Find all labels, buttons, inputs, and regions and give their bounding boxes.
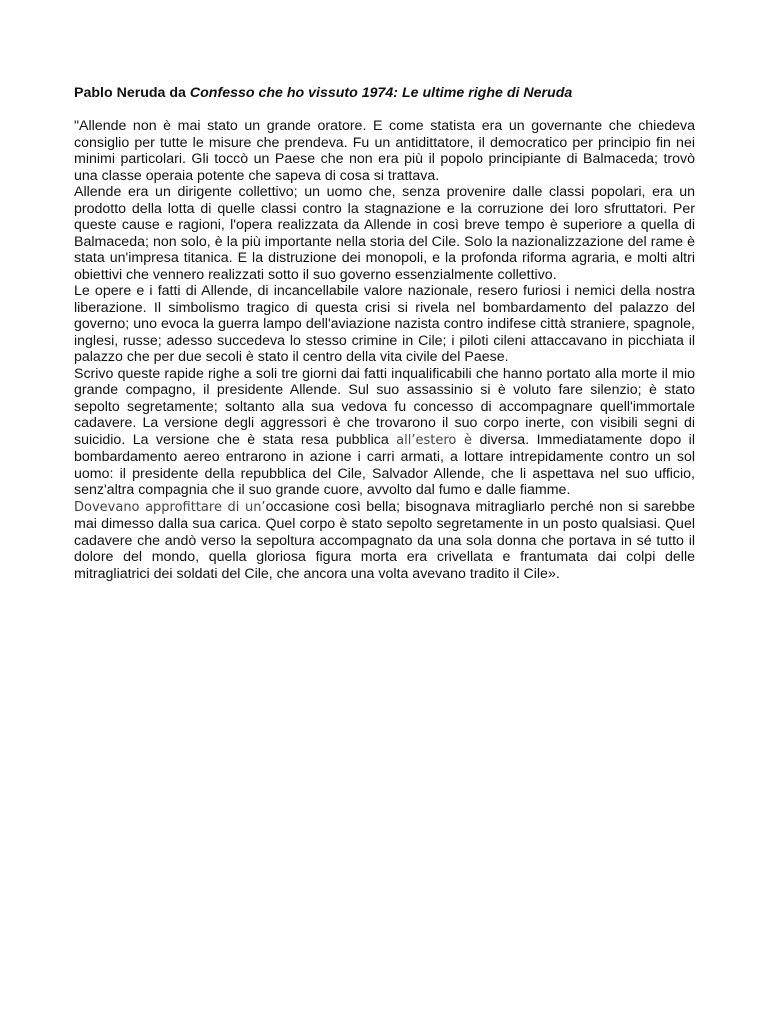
text-segment: Allende era un dirigente collettivo; un uomo che, senza provenire dalle classi popolari, era un prodotto della lotta di quelle classi contro la stagnazione e la corruzione dei loro sfruttatori. Per queste cause e ragioni, l'opera realizzata da Allende in così breve tempo è superiore a quella di Balmaceda; non solo, è la più importante nella storia del Cile. Solo la nazionalizzazione del rame è stata un'impresa titanica. E la distruzione dei monopoli, e la profonda riforma agraria, e molti altri obiettivi che vennero realizzati sotto il suo governo essenzialmente collettivo.	[74, 184, 695, 283]
text-segment: "Allende non è mai stato un grande oratore. E come statista era un governante che chiedeva consiglio per tutte le misure che prendeva. Fu un antidittatore, il democratico per principio fin nei minimi particolari. Gli toccò un Paese che non era più il popolo principiante di Balmaceda; trovò una classe operaia potente che sapeva di cosa si trattava.	[74, 118, 695, 184]
paragraph	[74, 184, 695, 283]
text-segment-light: Dovevano approfittare di un’	[74, 499, 266, 515]
paragraph	[74, 366, 695, 499]
title-author: Pablo Neruda da	[74, 85, 190, 101]
body-text	[74, 118, 695, 582]
text-segment: occasione così bella; bisognava mitragliarlo perché non si sarebbe mai dimesso dalla sua carica. Quel corpo è stato sepolto segretamente in un posto qualsiasi. Quel cadavere che andò verso la sepoltura accompagnato da una sola donna che portava in sé tutto il dolore del mondo, quella gloriosa figura morta era crivellata e frantumata dai colpi delle mitragliatrici dei soldati del Cile, che ancora una volta avevano tradito il Cile».	[74, 498, 695, 582]
text-segment: Scrivo queste rapide righe a soli tre giorni dai fatti inqualificabili che hanno portato alla morte il mio grande compagno, il presidente Allende. Sul suo assassinio si è voluto fare silenzio; è stato sepolto segretamente; soltanto alla sua vedova fu concesso di accompagnare quell'immortale cadavere. La versione degli aggressori è che trovarono il suo corpo inerte, con visibili segni di suicidio. La versione che è stata resa pubblica	[74, 365, 695, 448]
paragraph	[74, 283, 695, 366]
title-work: Confesso che ho vissuto 1974: Le ultime righe di Neruda	[189, 85, 573, 101]
paragraph	[74, 118, 695, 184]
text-segment: diversa. Immediatamente dopo il bombardamento aereo entrarono in azione i carri armati, a lottare intrepidamente contro un sol uomo: il presidente della repubblica del Cile, Salvador Allende, che li aspettava nel suo ufficio, senz'altra compagnia che il suo grande cuore, avvolto dal fumo e dalle fiamme.	[74, 431, 695, 498]
document-title	[74, 85, 695, 102]
paragraph	[74, 499, 695, 583]
document-page	[74, 85, 695, 582]
text-segment-light: all’estero è	[396, 432, 473, 448]
text-segment: Le opere e i fatti di Allende, di incancellabile valore nazionale, resero furiosi i nemici della nostra liberazione. Il simbolismo tragico di questa crisi si rivela nel bombardamento del palazzo del governo; uno evoca la guerra lampo dell'aviazione nazista contro indifese città straniere, spagnole, inglesi, russe; adesso succedeva lo stesso crimine in Cile; i piloti cileni attaccavano in picchiata il palazzo che per due secoli è stato il centro della vita civile del Paese.	[74, 283, 695, 365]
